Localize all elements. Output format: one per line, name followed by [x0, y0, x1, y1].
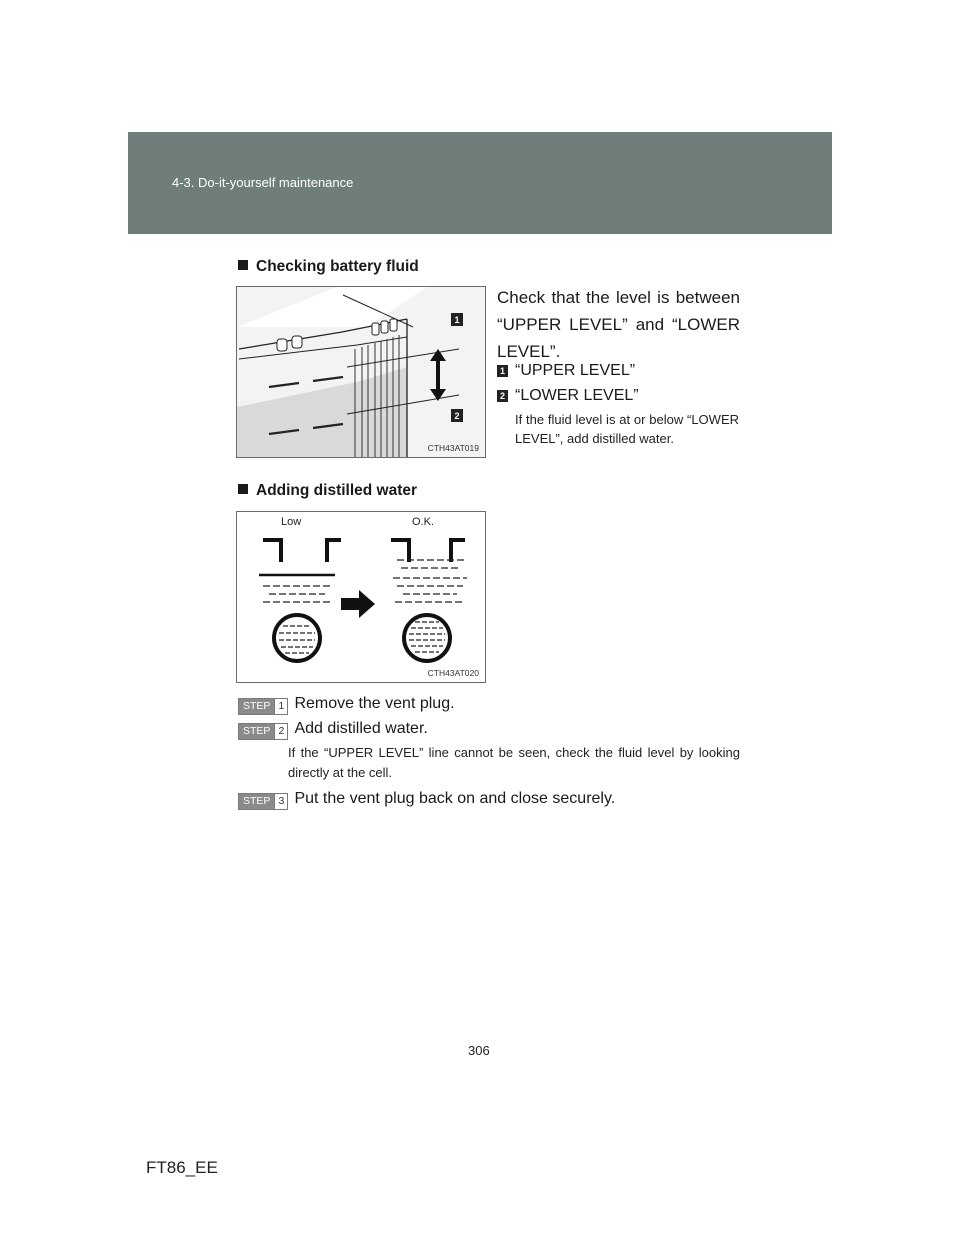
callout-2: 2: [454, 411, 460, 421]
document-code: FT86_EE: [146, 1158, 218, 1177]
fluid-level-note: If the fluid level is at or below “LOWER LEVEL”, add distilled water.: [515, 412, 739, 446]
label-low: Low: [281, 516, 302, 528]
distilled-water-figure: [236, 511, 486, 683]
section-title: 4-3. Do-it-yourself maintenance: [172, 175, 354, 190]
step-badge-3: STEP 3: [238, 793, 288, 810]
legend-badge-1: 1: [497, 365, 508, 377]
header-band: [128, 132, 832, 234]
figure-code: CTH43AT019: [427, 443, 479, 453]
water-level-illustration: [237, 512, 485, 682]
intro-paragraph: Check that the level is between “UPPER LEVEL” and “LOWER LEVEL”.: [497, 288, 740, 361]
legend-lower-level: 2 “LOWER LEVEL”: [497, 387, 639, 405]
square-bullet-icon: [238, 260, 248, 270]
step-1: STEP 1 Remove the vent plug.: [238, 695, 455, 715]
battery-illustration: [237, 287, 485, 457]
step-badge-1: STEP 1: [238, 698, 288, 715]
heading-checking-battery-fluid: Checking battery fluid: [238, 258, 419, 276]
callout-1: 1: [454, 315, 460, 325]
step-2: STEP 2 Add distilled water.: [238, 720, 428, 740]
legend-upper-level: 1 “UPPER LEVEL”: [497, 362, 635, 380]
figure-code: CTH43AT020: [427, 668, 479, 678]
step-badge-2: STEP 2: [238, 723, 288, 740]
battery-level-figure: [236, 286, 486, 458]
page-number: 306: [468, 1043, 490, 1058]
legend-badge-2: 2: [497, 390, 508, 402]
square-bullet-icon: [238, 484, 248, 494]
step-2-note: If the “UPPER LEVEL” line cannot be seen, check the fluid level by looking directly at the cell.: [288, 745, 740, 780]
label-ok: O.K.: [412, 516, 435, 528]
heading-adding-distilled-water: Adding distilled water: [238, 482, 417, 500]
step-3: STEP 3 Put the vent plug back on and close securely.: [238, 790, 615, 810]
